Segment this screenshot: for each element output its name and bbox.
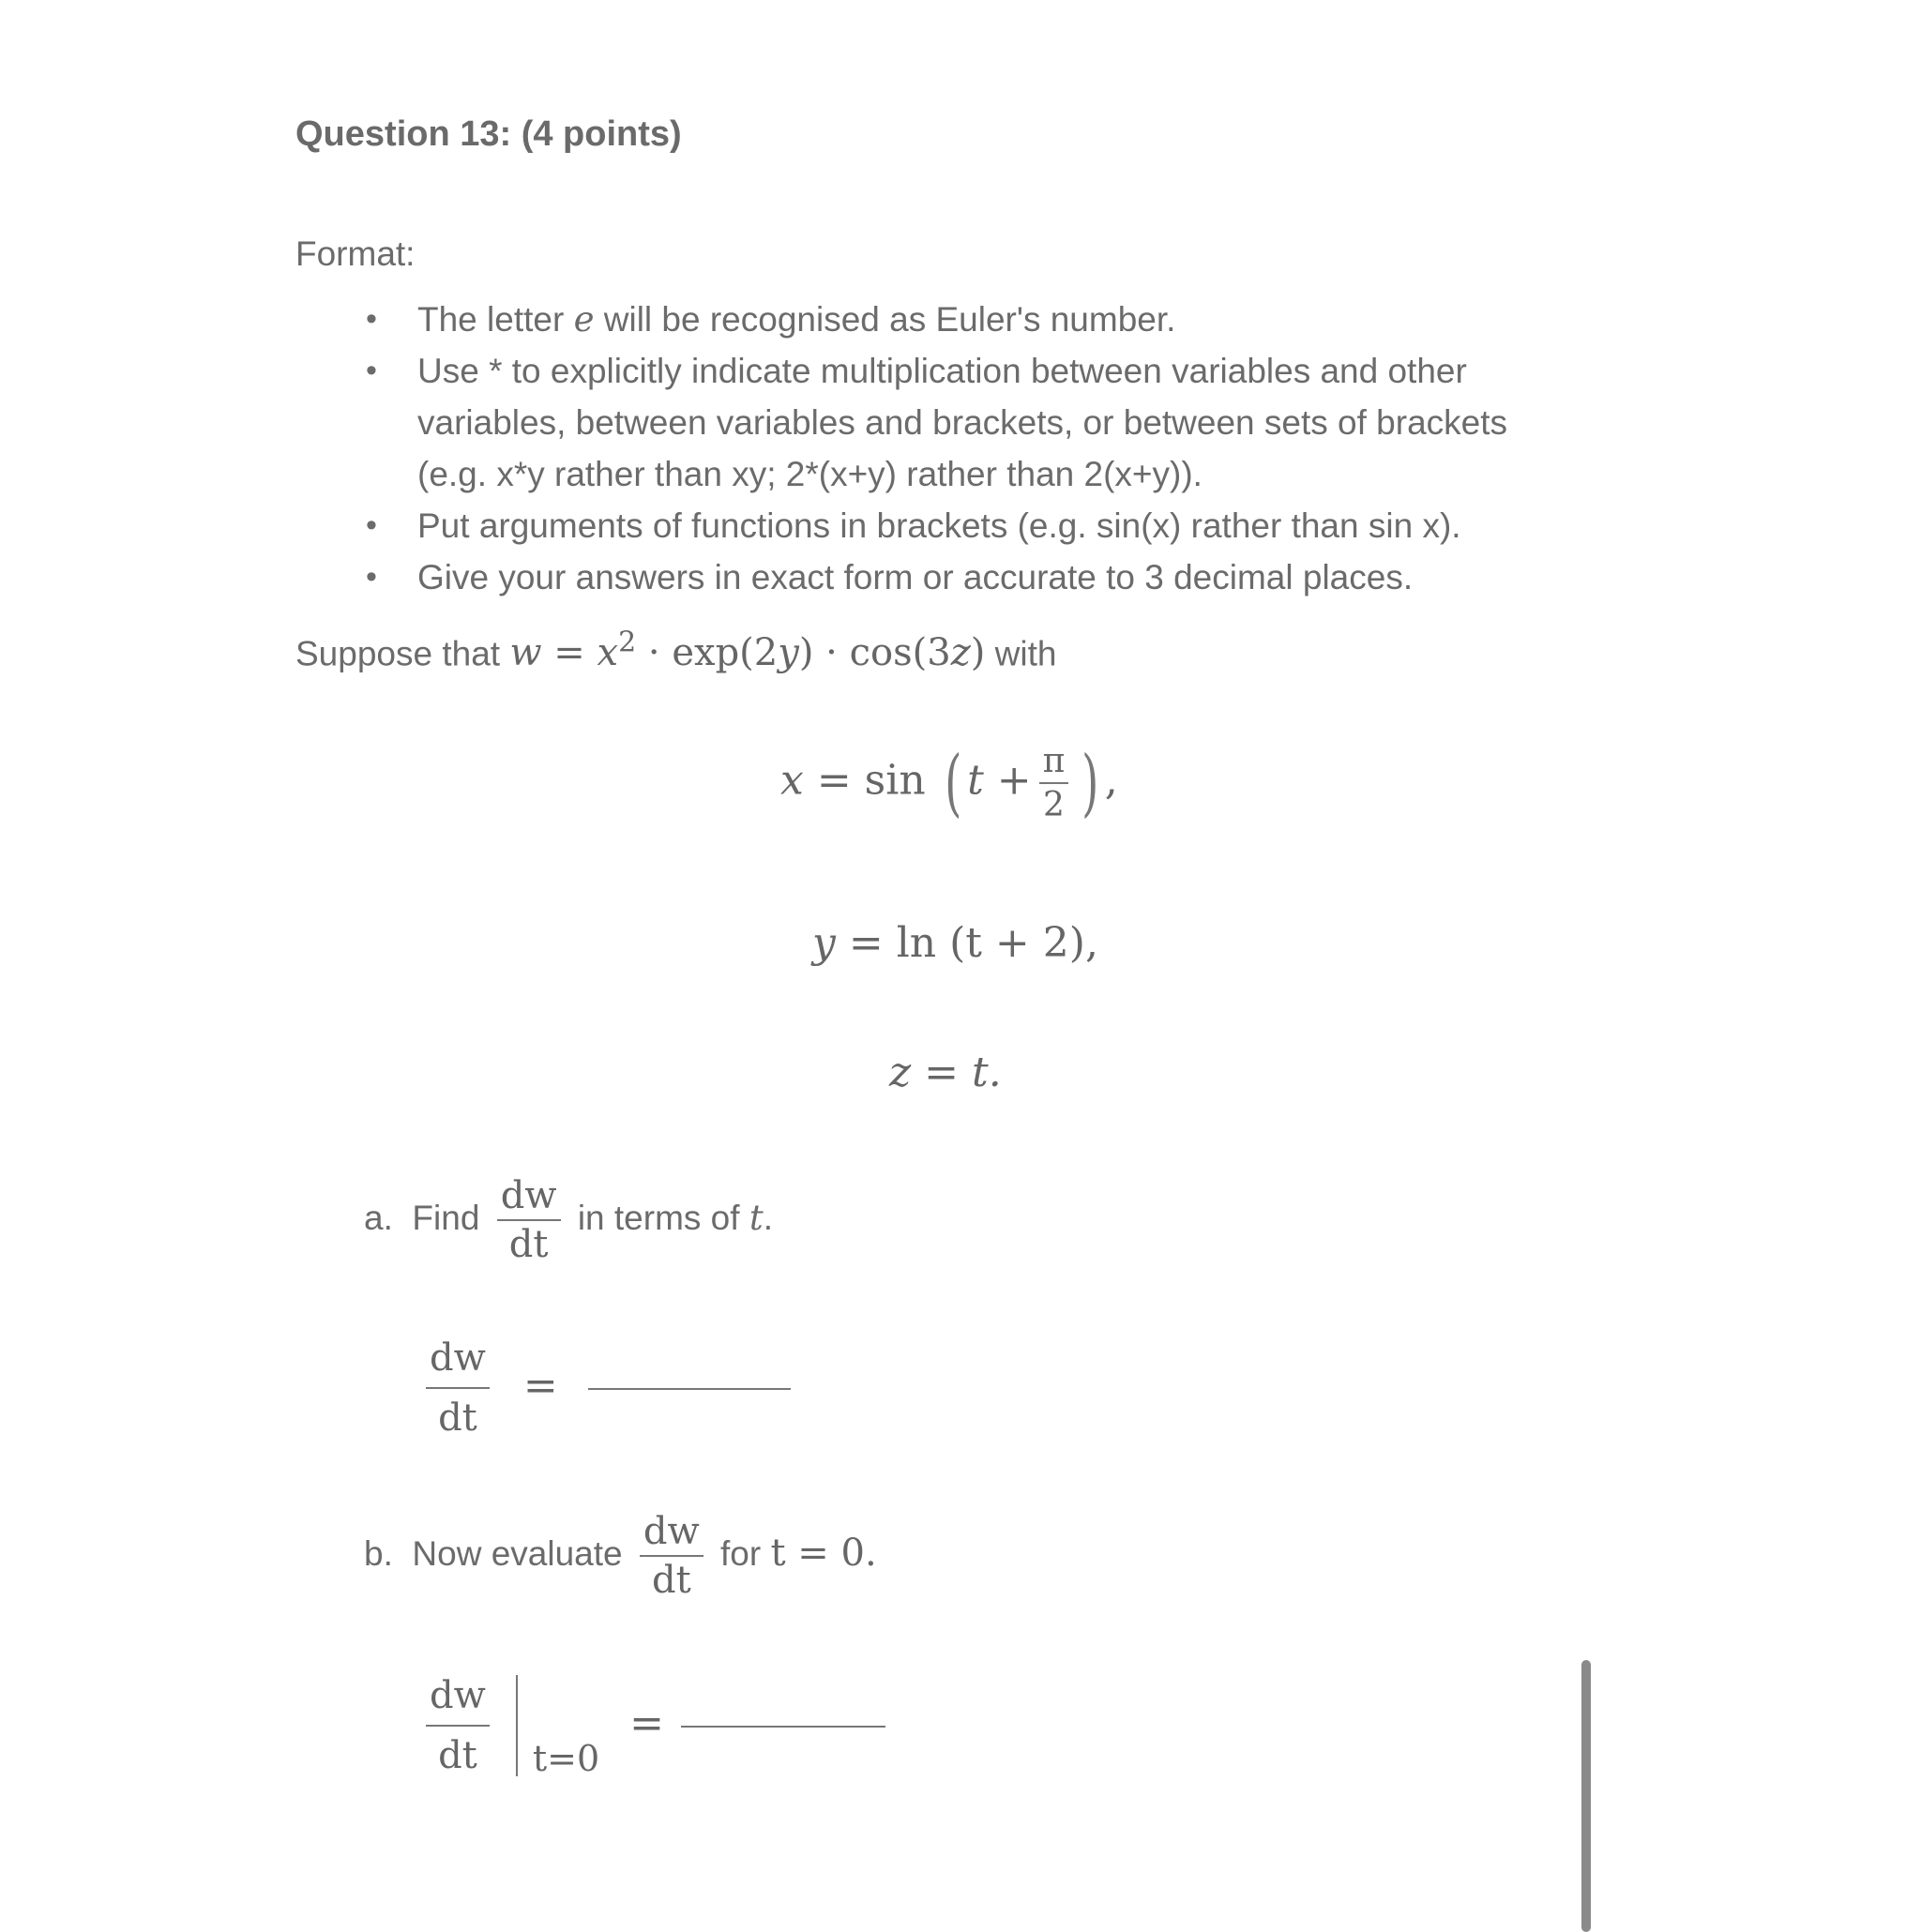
- euler-e: e: [573, 299, 595, 340]
- derivative-fraction: $\frac{dw}{dt}$: [426, 1674, 490, 1777]
- pi-over-two: $\frac{\pi}{2}$: [1039, 742, 1069, 824]
- derivative-fraction: $\frac{dw}{dt}$: [497, 1174, 561, 1266]
- evaluation-bar: [516, 1675, 518, 1776]
- scrollbar[interactable]: [1581, 1660, 1591, 1932]
- derivative-fraction: $\frac{dw}{dt}$: [640, 1510, 703, 1602]
- part-a-answer-row: $\frac{dw}{dt}$ =: [418, 1336, 791, 1440]
- part-b-answer-row: $\frac{dw}{dt}$ t=0 =: [418, 1674, 885, 1777]
- question-title: Question 13: (4 points): [295, 114, 682, 154]
- list-item: • Give your answers in exact form or accurate to 3 decimal places.: [366, 551, 1507, 603]
- z-equation: z = t.: [889, 1049, 1002, 1096]
- part-b-prompt: b. Now evaluate $\frac{dw}{dt}$ for t = 0.: [364, 1510, 877, 1602]
- w-definition: $w = x^2 \cdot \exp(2y) \cdot \cos(3z)$: [509, 626, 986, 675]
- list-item: • Put arguments of functions in brackets (e.g. sin(x) rather than sin x).: [366, 500, 1507, 551]
- y-equation: y = ln (t + 2),: [812, 919, 1098, 967]
- format-list: [366, 294, 1507, 603]
- part-a-prompt: a. Find $\frac{dw}{dt}$ in terms of t.: [364, 1174, 773, 1266]
- x-equation: x = sin ( t + $\frac{\pi}{2}$ ) ,: [780, 741, 1118, 825]
- answer-input-a[interactable]: [588, 1387, 791, 1390]
- suppose-line: Suppose that $w = x^2 \cdot \exp(2y) \cdot \cos(3z)$ with: [295, 626, 1057, 675]
- format-label: Format:: [295, 234, 416, 273]
- answer-input-b[interactable]: [681, 1725, 885, 1728]
- derivative-fraction: $\frac{dw}{dt}$: [426, 1336, 490, 1440]
- list-item: • The letter e will be recognised as Euler's number.: [366, 294, 1507, 345]
- list-item: • Use * to explicitly indicate multiplication between variables and other variables, between variables and brackets, or between sets of brackets (e.g. x*y rather than xy; 2*(x+y) rather than 2(x+y)).: [366, 345, 1507, 500]
